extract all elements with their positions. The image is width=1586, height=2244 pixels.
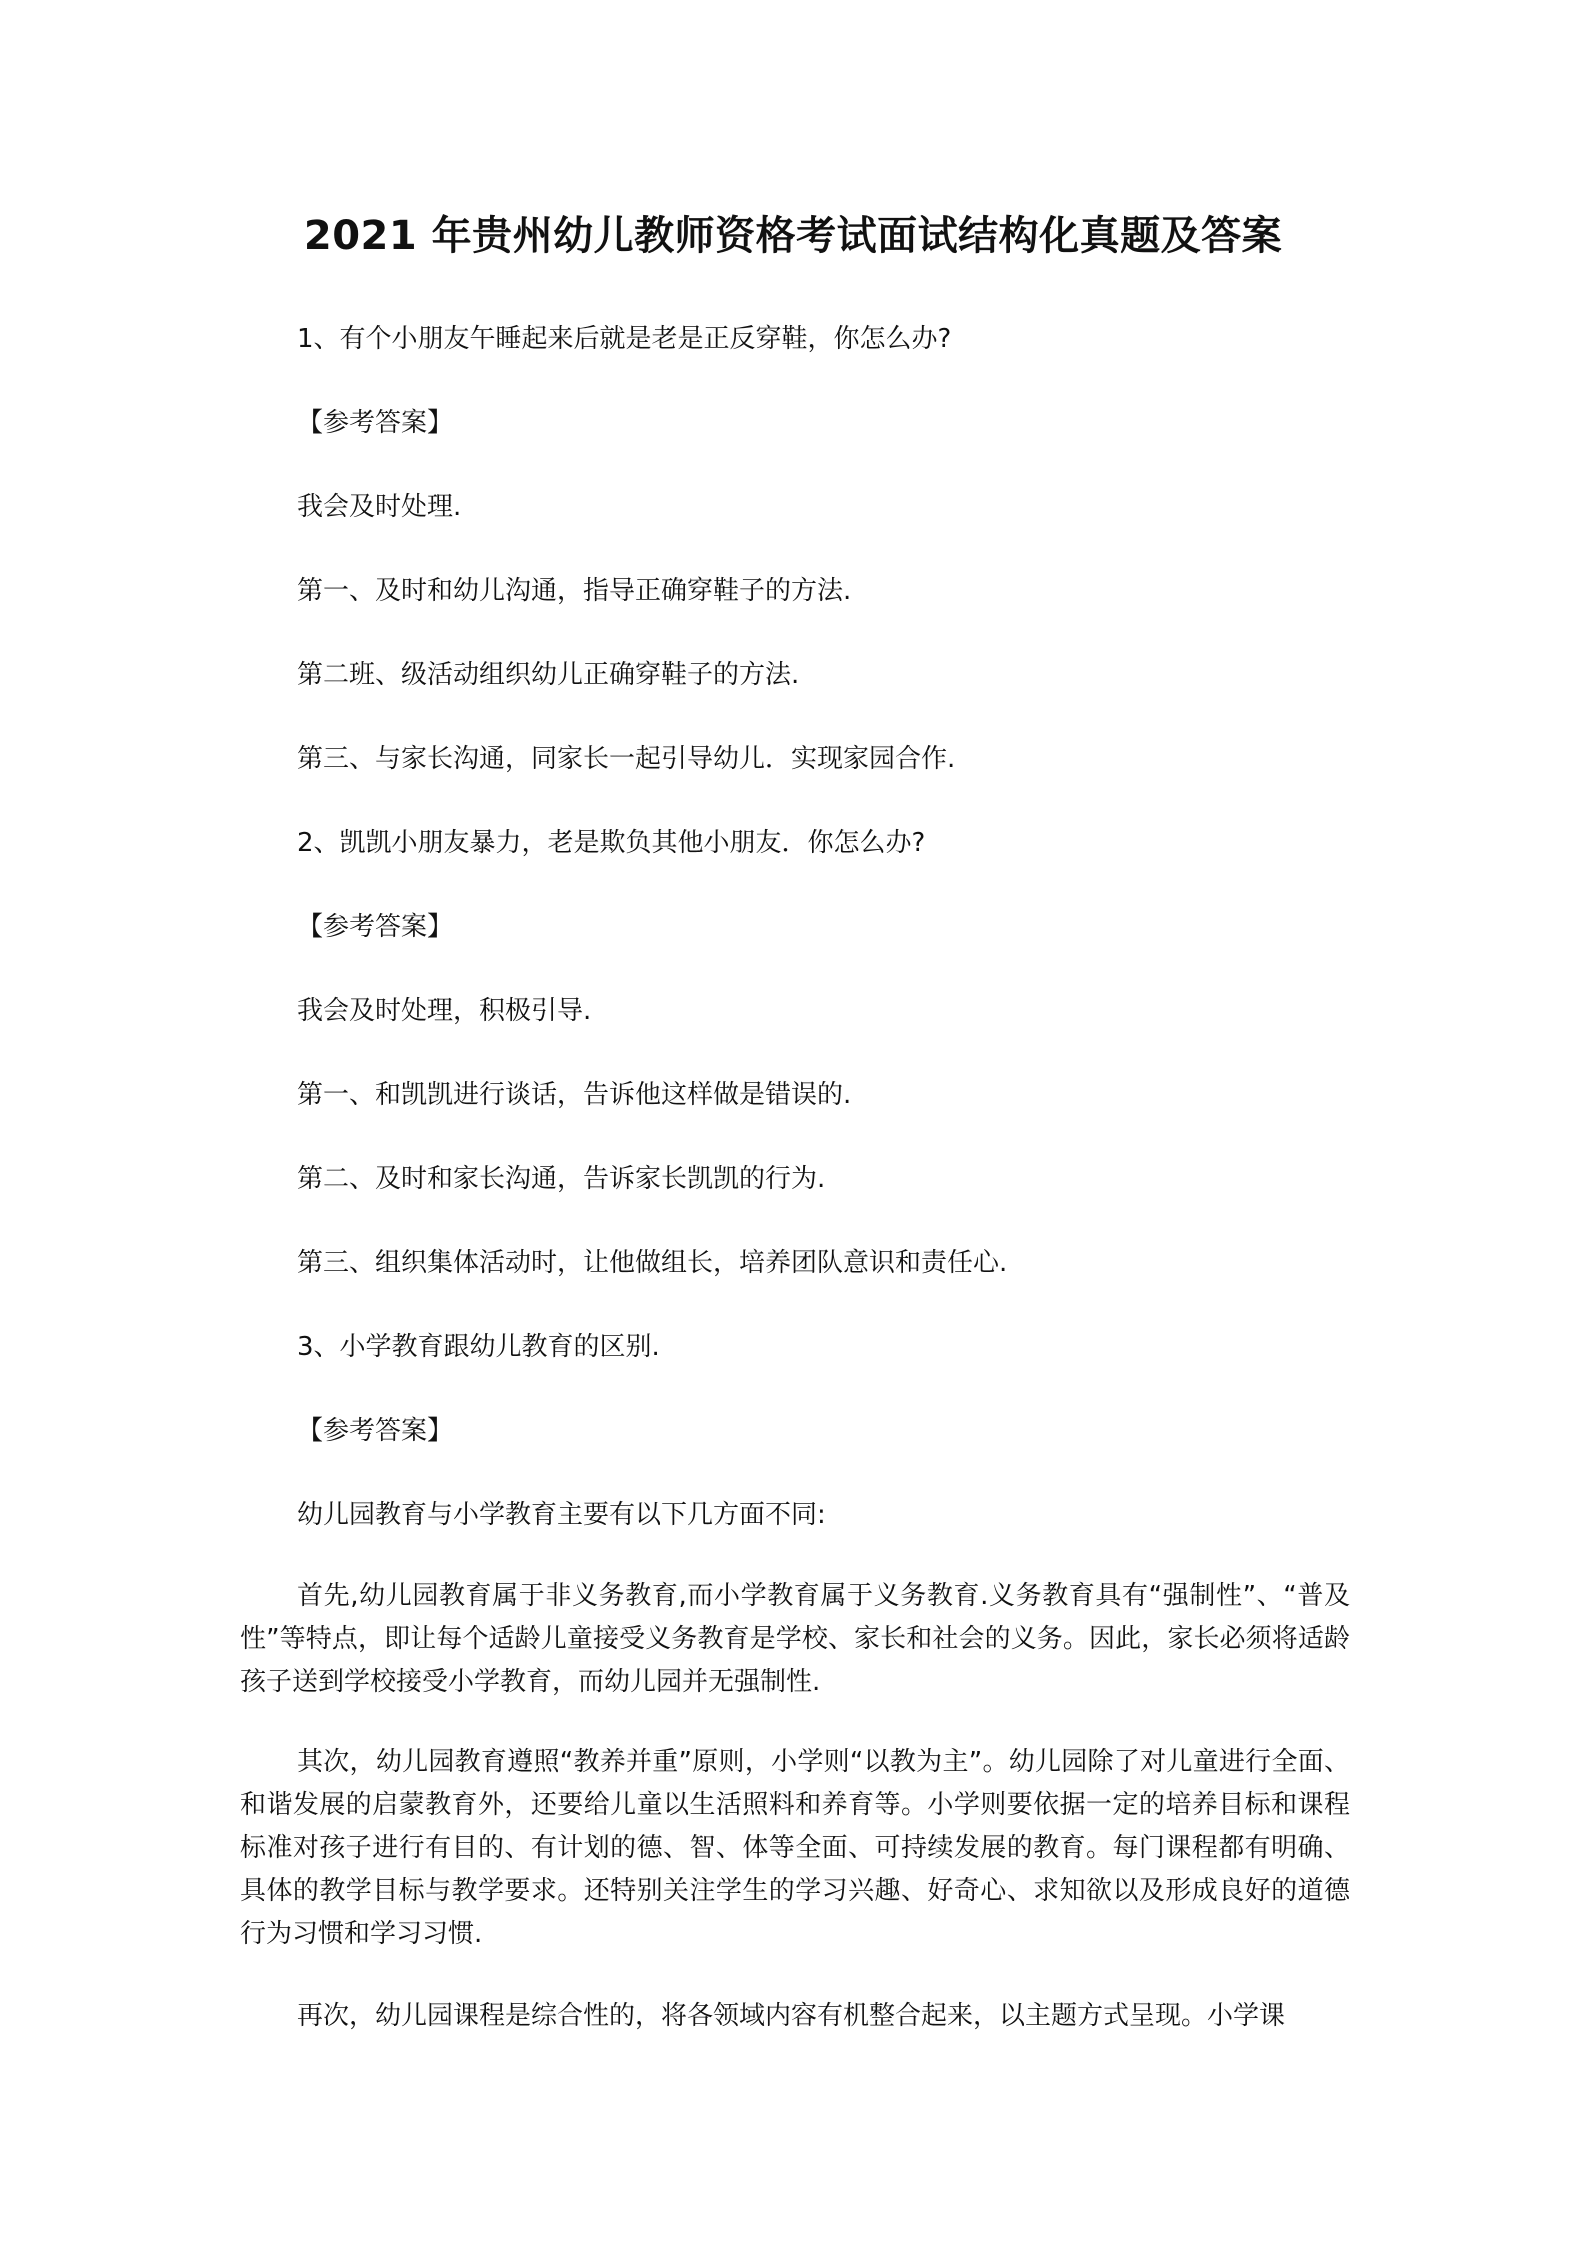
answer-line: 第三、与家长沟通，同家长一起引导幼儿．实现家园合作.: [297, 744, 956, 774]
answer-paragraph: 其次，幼儿园教育遵照“教养并重”原则，小学则“以教为主”。幼儿园除了对儿童进行全面、和谐发展的启蒙教育外，还要给儿童以生活照料和养育等。小学则要依据一定的培养目标和课程标准对孩子进行有目的、有计划的德、智、体等全面、可持续发展的教育。每门课程都有明确、具体的教学目标与教学要求。还特别关注学生的学习兴趣、好奇心、求知欲以及形成良好的道德行为习惯和学习习惯.: [240, 1747, 1350, 1949]
answer-label: 【参考答案】: [297, 1416, 454, 1446]
answer-paragraph: 再次，幼儿园课程是综合性的，将各领域内容有机整合起来，以主题方式呈现。小学课: [297, 2001, 1286, 2031]
document-title: 2021 年贵州幼儿教师资格考试面试结构化真题及答案: [303, 213, 1283, 259]
answer-line: 第一、和凯凯进行谈话，告诉他这样做是错误的.: [297, 1080, 852, 1110]
answer-line: 我会及时处理.: [297, 492, 462, 522]
answer-line: 我会及时处理，积极引导.: [297, 996, 592, 1026]
answer-line: 第二班、级活动组织幼儿正确穿鞋子的方法.: [297, 660, 800, 690]
answer-label: 【参考答案】: [297, 912, 454, 942]
answer-line: 第二、及时和家长沟通，告诉家长凯凯的行为.: [297, 1164, 826, 1194]
answer-paragraph: 首先,幼儿园教育属于非义务教育,而小学教育属于义务教育.义务教育具有“强制性”、“普及性”等特点，即让每个适龄儿童接受义务教育是学校、家长和社会的义务。因此，家长必须将适龄孩子送到学校接受小学教育，而幼儿园并无强制性.: [240, 1581, 1350, 1697]
answer-line: 第一、及时和幼儿沟通，指导正确穿鞋子的方法.: [297, 576, 852, 606]
answer-line: 第三、组织集体活动时，让他做组长，培养团队意识和责任心.: [297, 1248, 1008, 1278]
answer-intro: 幼儿园教育与小学教育主要有以下几方面不同:: [297, 1500, 826, 1530]
question-3: 3、小学教育跟幼儿教育的区别.: [297, 1332, 660, 1362]
answer-label: 【参考答案】: [297, 408, 454, 438]
question-1: 1、有个小朋友午睡起来后就是老是正反穿鞋，你怎么办?: [297, 324, 952, 354]
question-2: 2、凯凯小朋友暴力，老是欺负其他小朋友．你怎么办?: [297, 828, 926, 858]
